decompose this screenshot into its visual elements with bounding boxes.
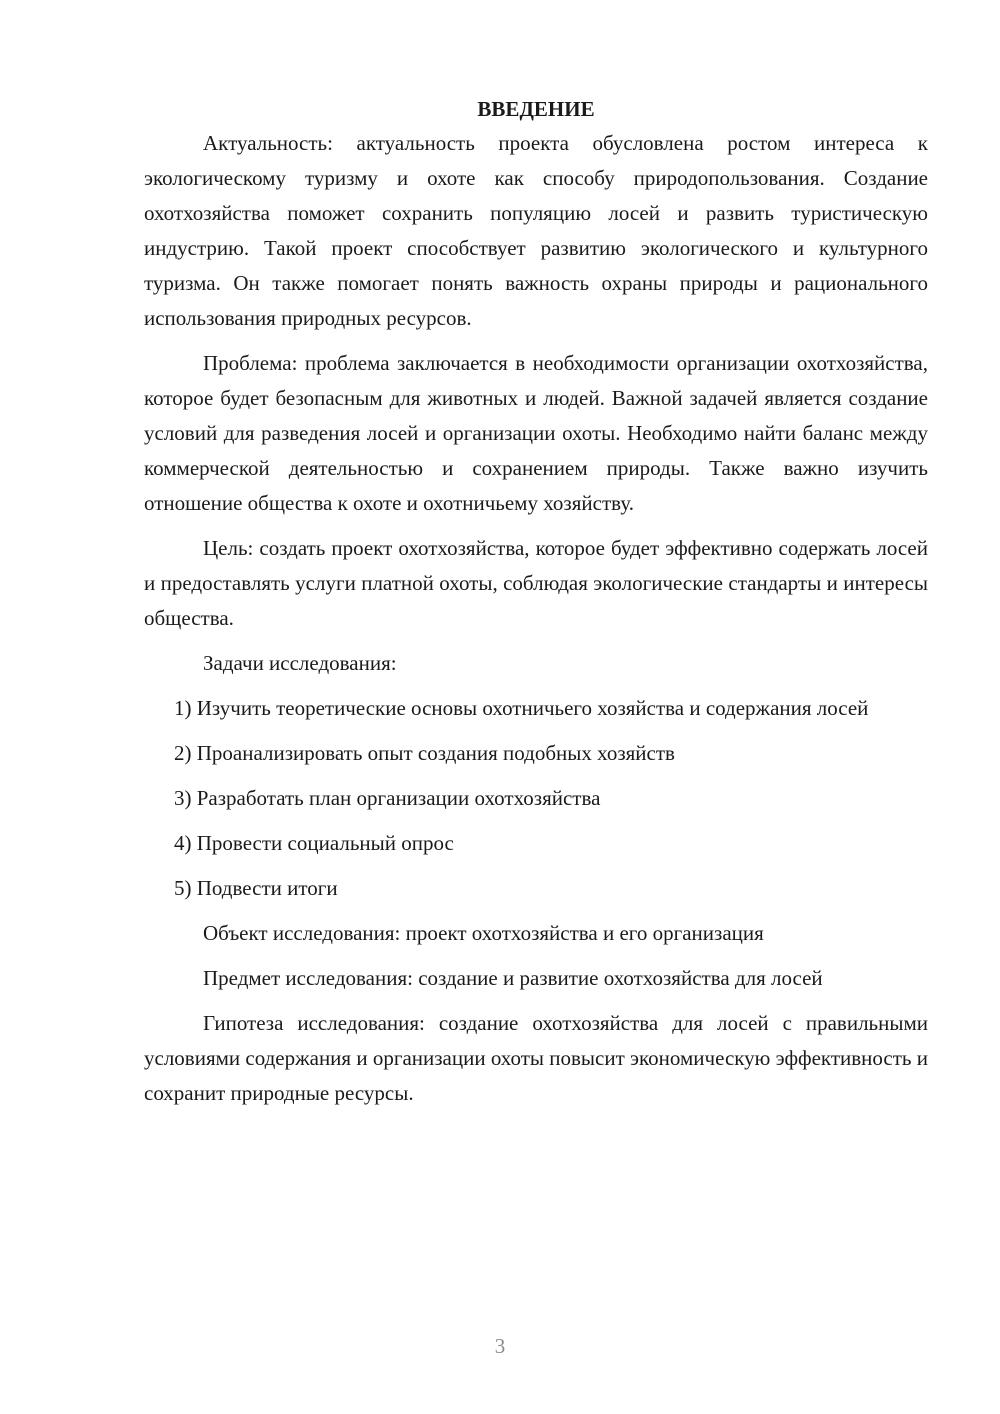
paragraph-goal: Цель: создать проект охотхозяйства, которое будет эффективно содержать лосей и предоставлять услуги платной охоты, соблюдая экологические стандарты и интересы общества.: [144, 536, 928, 630]
section-title: ВВЕДЕНИЕ: [477, 97, 595, 121]
task-item-4: 4) Провести социальный опрос: [174, 831, 454, 855]
paragraph-relevance: Актуальность: актуальность проекта обусловлена ростом интереса к экологическому туризму и охоте как способу природопользования. Создание охотхозяйства поможет сохранить популяцию лосей и развить туристическую индустрию. Такой проект способствует развитию экологического и культурного туризма. Он также помогает понять важность охраны природы и рационального использования природных ресурсов.: [144, 131, 928, 330]
task-item-1: 1) Изучить теоретические основы охотничьего хозяйства и содержания лосей: [174, 696, 869, 720]
tasks-heading: Задачи исследования:: [203, 651, 397, 675]
paragraph-subject: Предмет исследования: создание и развитие охотхозяйства для лосей: [203, 966, 823, 990]
task-item-2: 2) Проанализировать опыт создания подобных хозяйств: [174, 741, 675, 765]
task-item-5: 5) Подвести итоги: [174, 876, 338, 900]
paragraph-hypothesis: Гипотеза исследования: создание охотхозяйства для лосей с правильными условиями содержания и организации охоты повысит экономическую эффективность и сохранит природные ресурсы.: [144, 1011, 928, 1105]
page-content: [144, 92, 928, 1111]
paragraph-problem: Проблема: проблема заключается в необходимости организации охотхозяйства, которое будет безопасным для животных и людей. Важной задачей является создание условий для разведения лосей и организации охоты. Необходимо найти баланс между коммерческой деятельностью и сохранением природы. Также важно изучить отношение общества к охоте и охотничьему хозяйству.: [144, 351, 928, 515]
task-item-3: 3) Разработать план организации охотхозяйства: [174, 786, 601, 810]
page-number: 3: [494, 1334, 506, 1358]
paragraph-object: Объект исследования: проект охотхозяйства и его организация: [203, 921, 764, 945]
